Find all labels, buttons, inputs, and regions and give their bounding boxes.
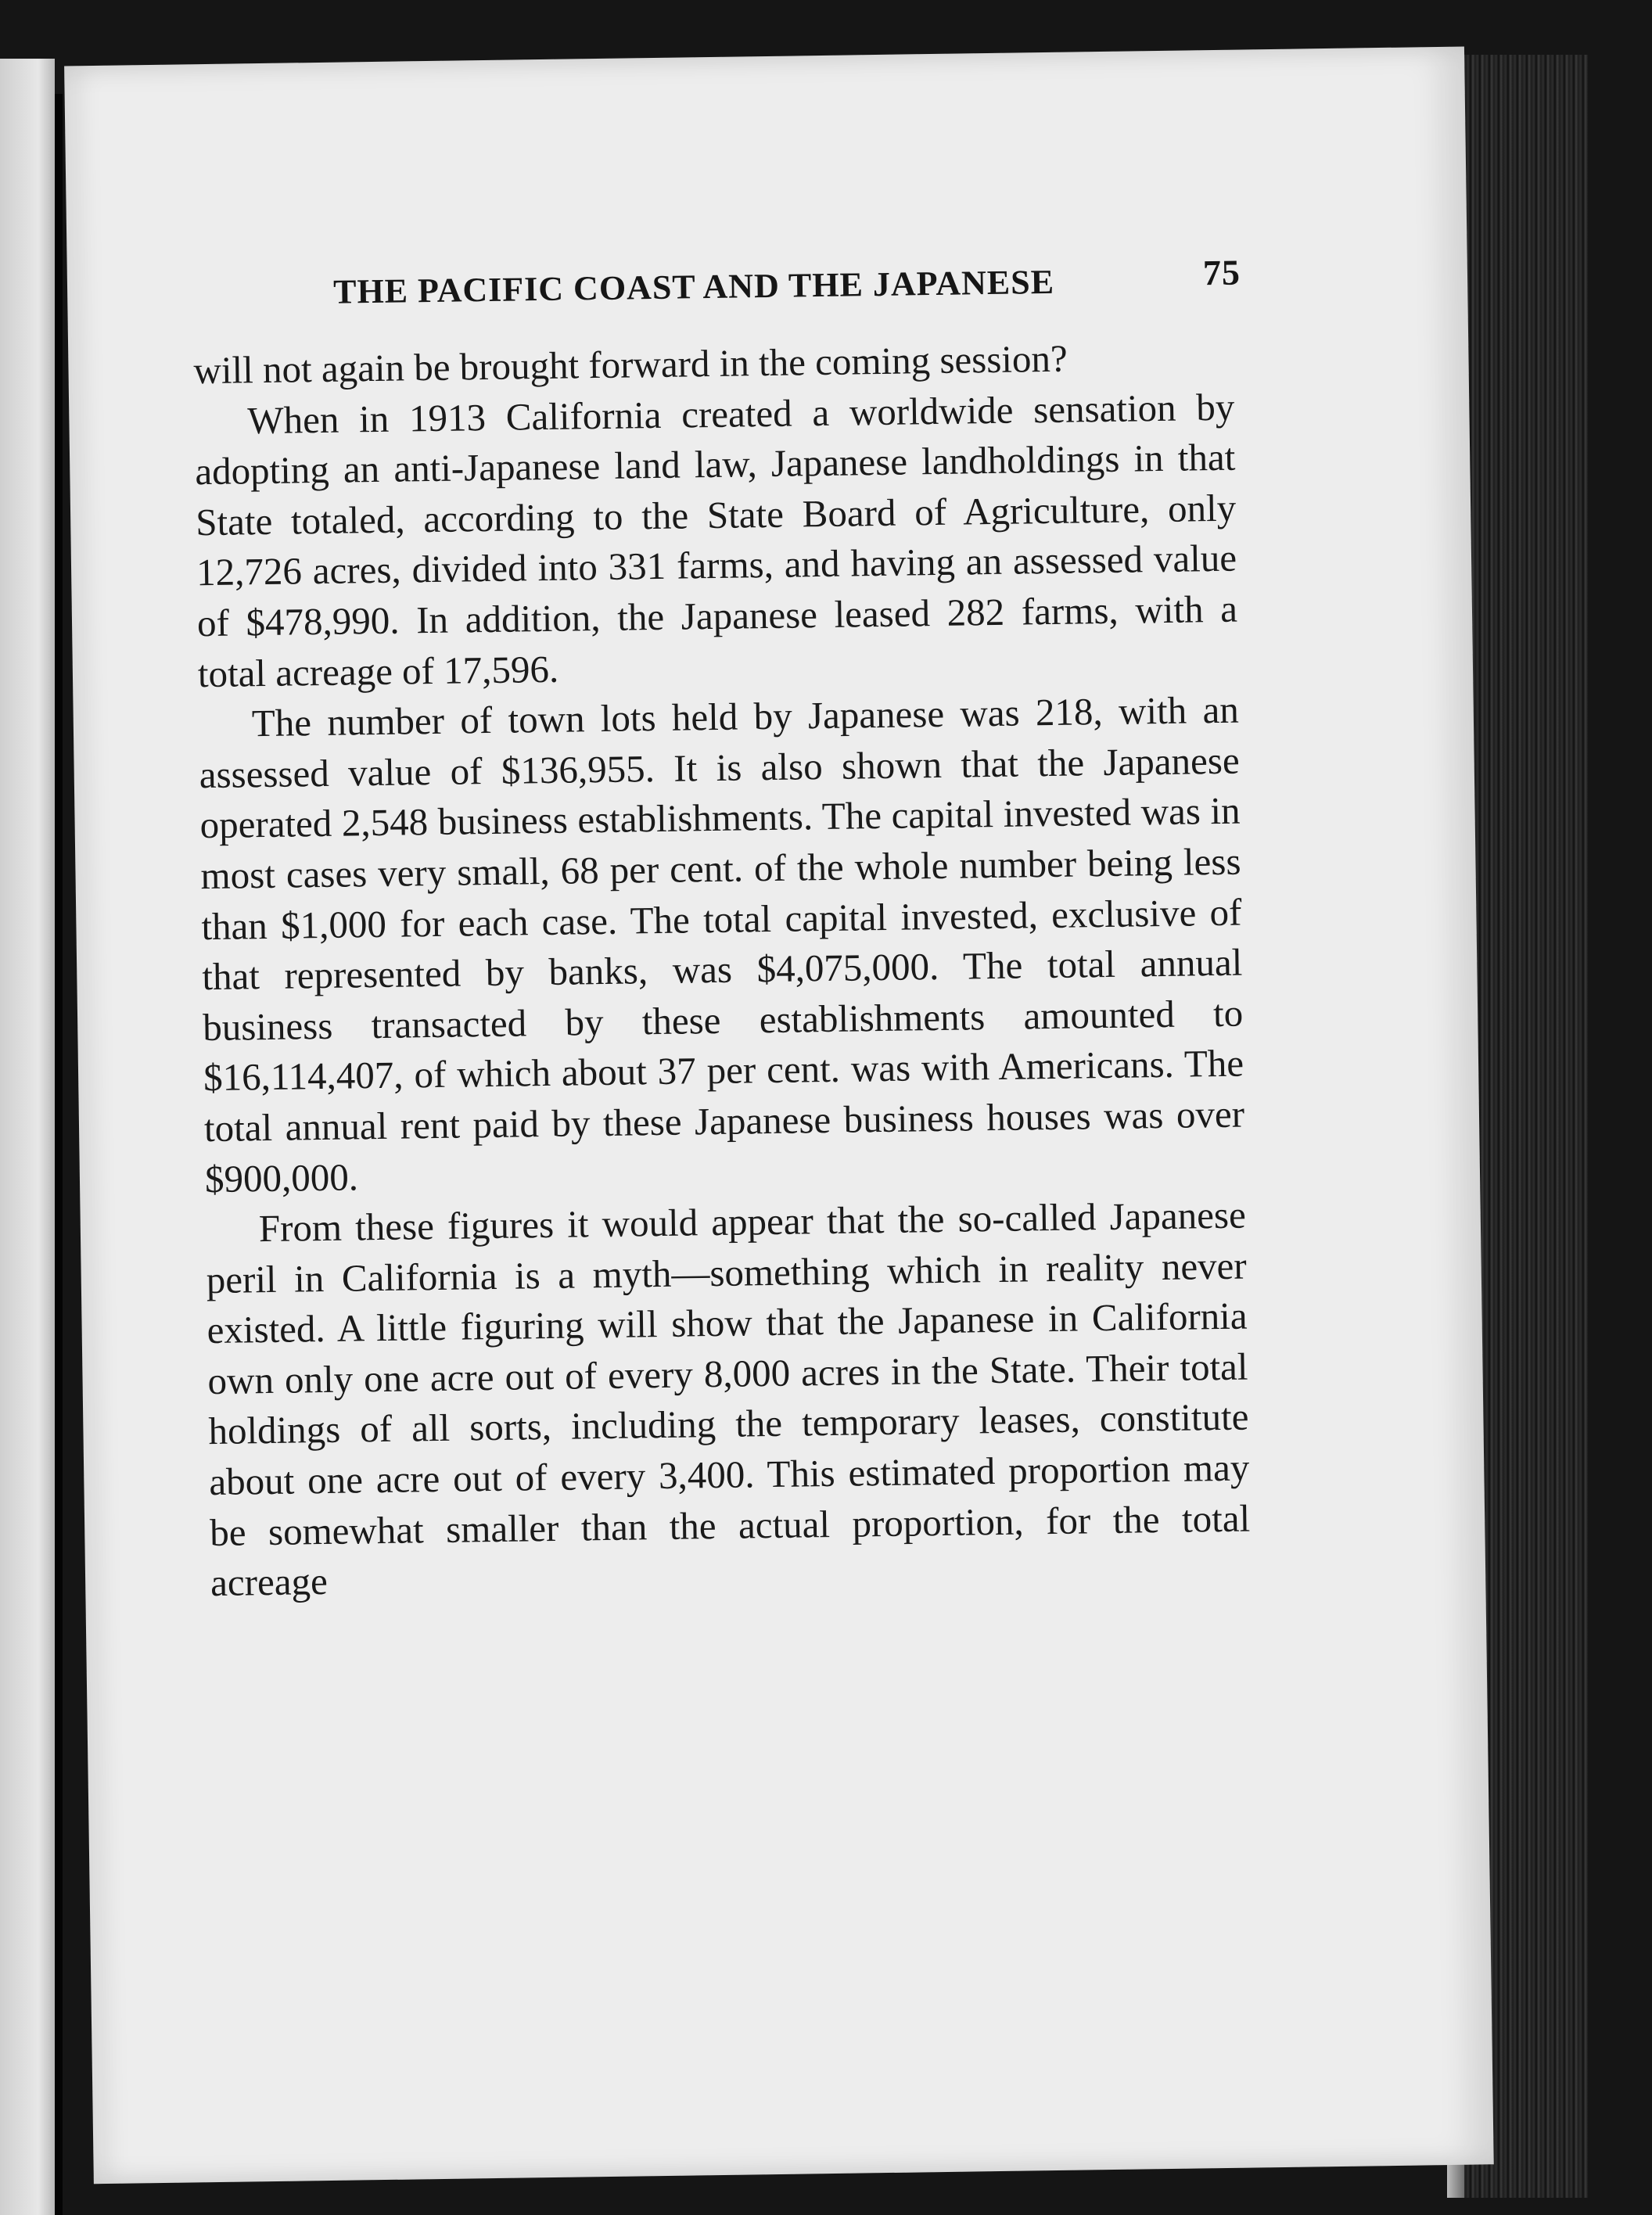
book-page: [64, 47, 1494, 2184]
book-gutter: [55, 94, 63, 2215]
paragraph-continued: will not again be brought forward in the coming session?: [193, 336, 1068, 393]
paragraph: The number of town lots held by Japanese was 218, with an assessed value of $136,955. It is also shown that the Japanese operated 2,548 business establishments. The capital invested was in most cases very small, 68 per cent. of the whole number being less than $1,000 for each case. The total capital invested, exclusive of that represented by banks, was $4,075,000. The total annual business transacted by these establishments amounted to $16,114,407, of which about 37 per cent. was with Americans. The total annual rent paid by these Japanese business houses was over $900,000.: [199, 687, 1245, 1201]
page-number: 75: [1202, 252, 1241, 293]
paragraph: When in 1913 California created a worldwide sensation by adopting an anti-Japanese land law, Japanese landholdings in that State totaled, according to the State Board of Agriculture, only 12,726 acres, divided into 331 farms, and having an assessed value of $478,990. In addition, the Japanese leased 282 farms, with a total acreage of 17,596.: [194, 385, 1238, 695]
facing-page-edge: [0, 59, 55, 2215]
running-head: THE PACIFIC COAST AND THE JAPANESE: [332, 262, 1055, 311]
page-header: [332, 252, 1241, 311]
paragraph: From these figures it would appear that the so-called Japanese peril in California is a myth—something which in reality never existed. A little figuring will show that the Japanese in California own only one acre out of every 8,000 acres in the State. Their total holdings of all sorts, including the temporary leases, constitute about one acre out of every 3,400. This estimated proportion may be somewhat smaller than the actual proportion, for the total acreage: [206, 1193, 1251, 1605]
body-text: [193, 332, 1251, 1609]
